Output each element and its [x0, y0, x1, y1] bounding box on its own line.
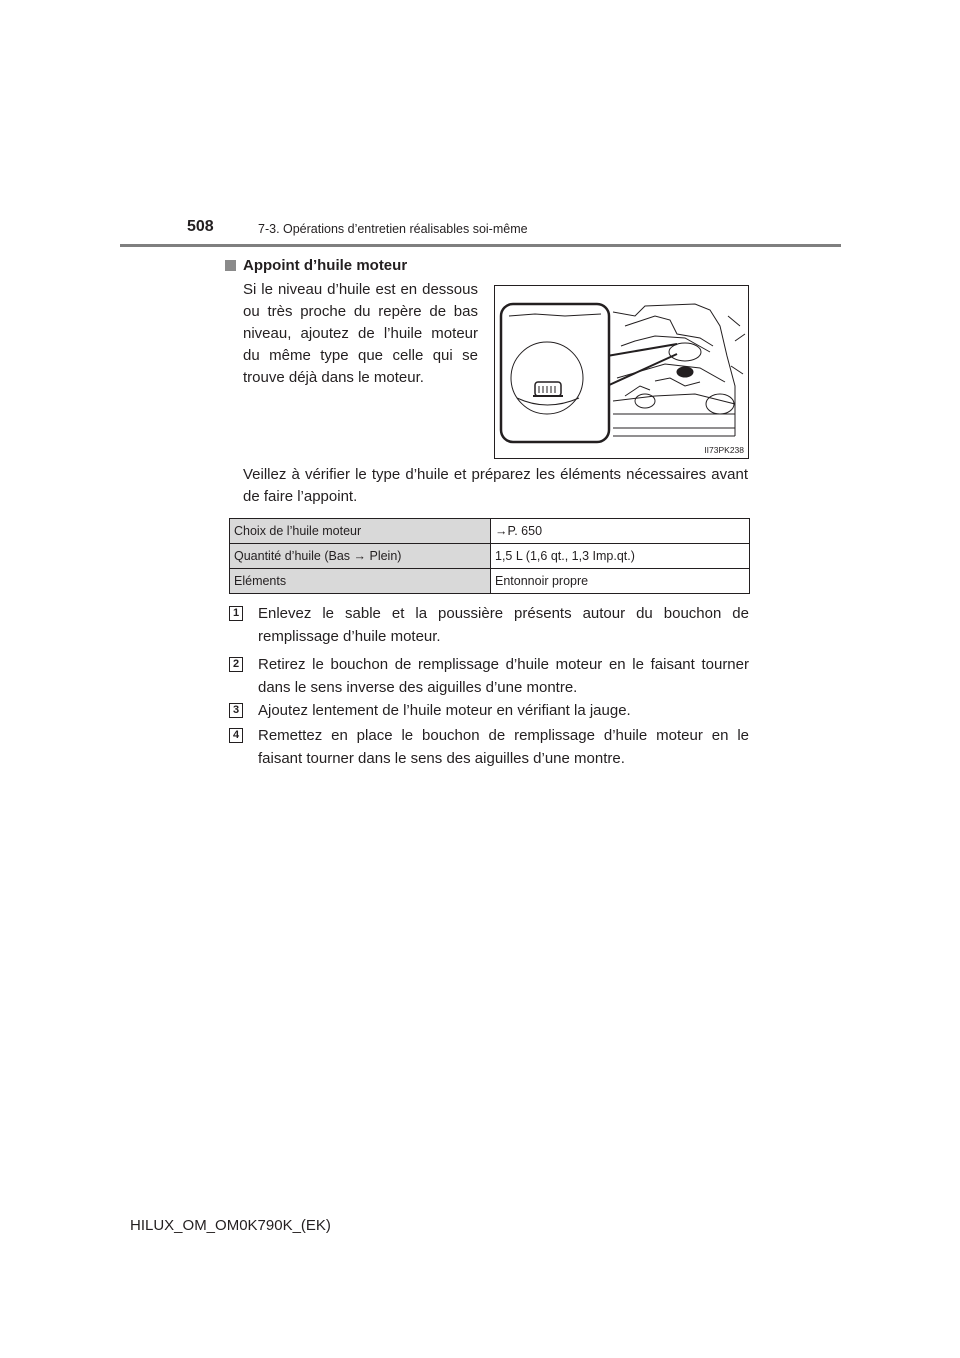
heading-text: Appoint d’huile moteur [243, 257, 408, 274]
figure-code: II73PK238 [704, 445, 744, 455]
preparation-note: Veillez à vérifier le type d’huile et préparez les éléments nécessaires avant de faire l’appoint. [243, 466, 748, 505]
table-row [230, 569, 750, 594]
engine-illustration [494, 285, 749, 459]
step-number-badge: 1 [229, 606, 243, 621]
table-value-cell: Entonnoir propre [491, 569, 750, 594]
table-row [230, 544, 750, 569]
step-text: Enlevez le sable et la poussière présents autour du bouchon de remplissage d’huile moteur. [258, 605, 749, 645]
oil-filler-cap-illustration [495, 286, 749, 459]
step-number-badge: 4 [229, 728, 243, 743]
step-text: Remettez en place le bouchon de remplissage d’huile moteur en le faisant tourner dans le sens des aiguilles d’une montre. [258, 727, 749, 767]
table-label-cell: Choix de l’huile moteur [230, 519, 491, 544]
table-label-cell: Quantité d’huile (Bas → Plein) [230, 544, 491, 569]
table-row [230, 519, 750, 544]
section-heading [225, 257, 407, 274]
step-text: Retirez le bouchon de remplissage d’huile moteur en le faisant tourner dans le sens inverse des aiguilles d’une montre. [258, 656, 749, 696]
step-number-badge: 3 [229, 703, 243, 718]
table-label-cell: Eléments [230, 569, 491, 594]
page-number: 508 [187, 218, 214, 235]
section-title: 7-3. Opérations d’entretien réalisables soi-même [258, 222, 528, 236]
header-rule [120, 244, 841, 247]
table-value-cell: 1,5 L (1,6 qt., 1,3 Imp.qt.) [491, 544, 750, 569]
table-value-cell: →P. 650 [491, 519, 750, 544]
step-number-badge: 2 [229, 657, 243, 672]
intro-paragraph: Si le niveau d’huile est en dessous ou très proche du repère de bas niveau, ajoutez de l’huile moteur du même type que celle qui se trouve déjà dans le moteur. [243, 281, 478, 386]
step-text: Ajoutez lentement de l’huile moteur en vérifiant la jauge. [258, 702, 631, 719]
oil-spec-table [229, 518, 750, 594]
document-footer: HILUX_OM_OM0K790K_(EK) [130, 1217, 331, 1234]
heading-marker-icon [225, 260, 236, 271]
